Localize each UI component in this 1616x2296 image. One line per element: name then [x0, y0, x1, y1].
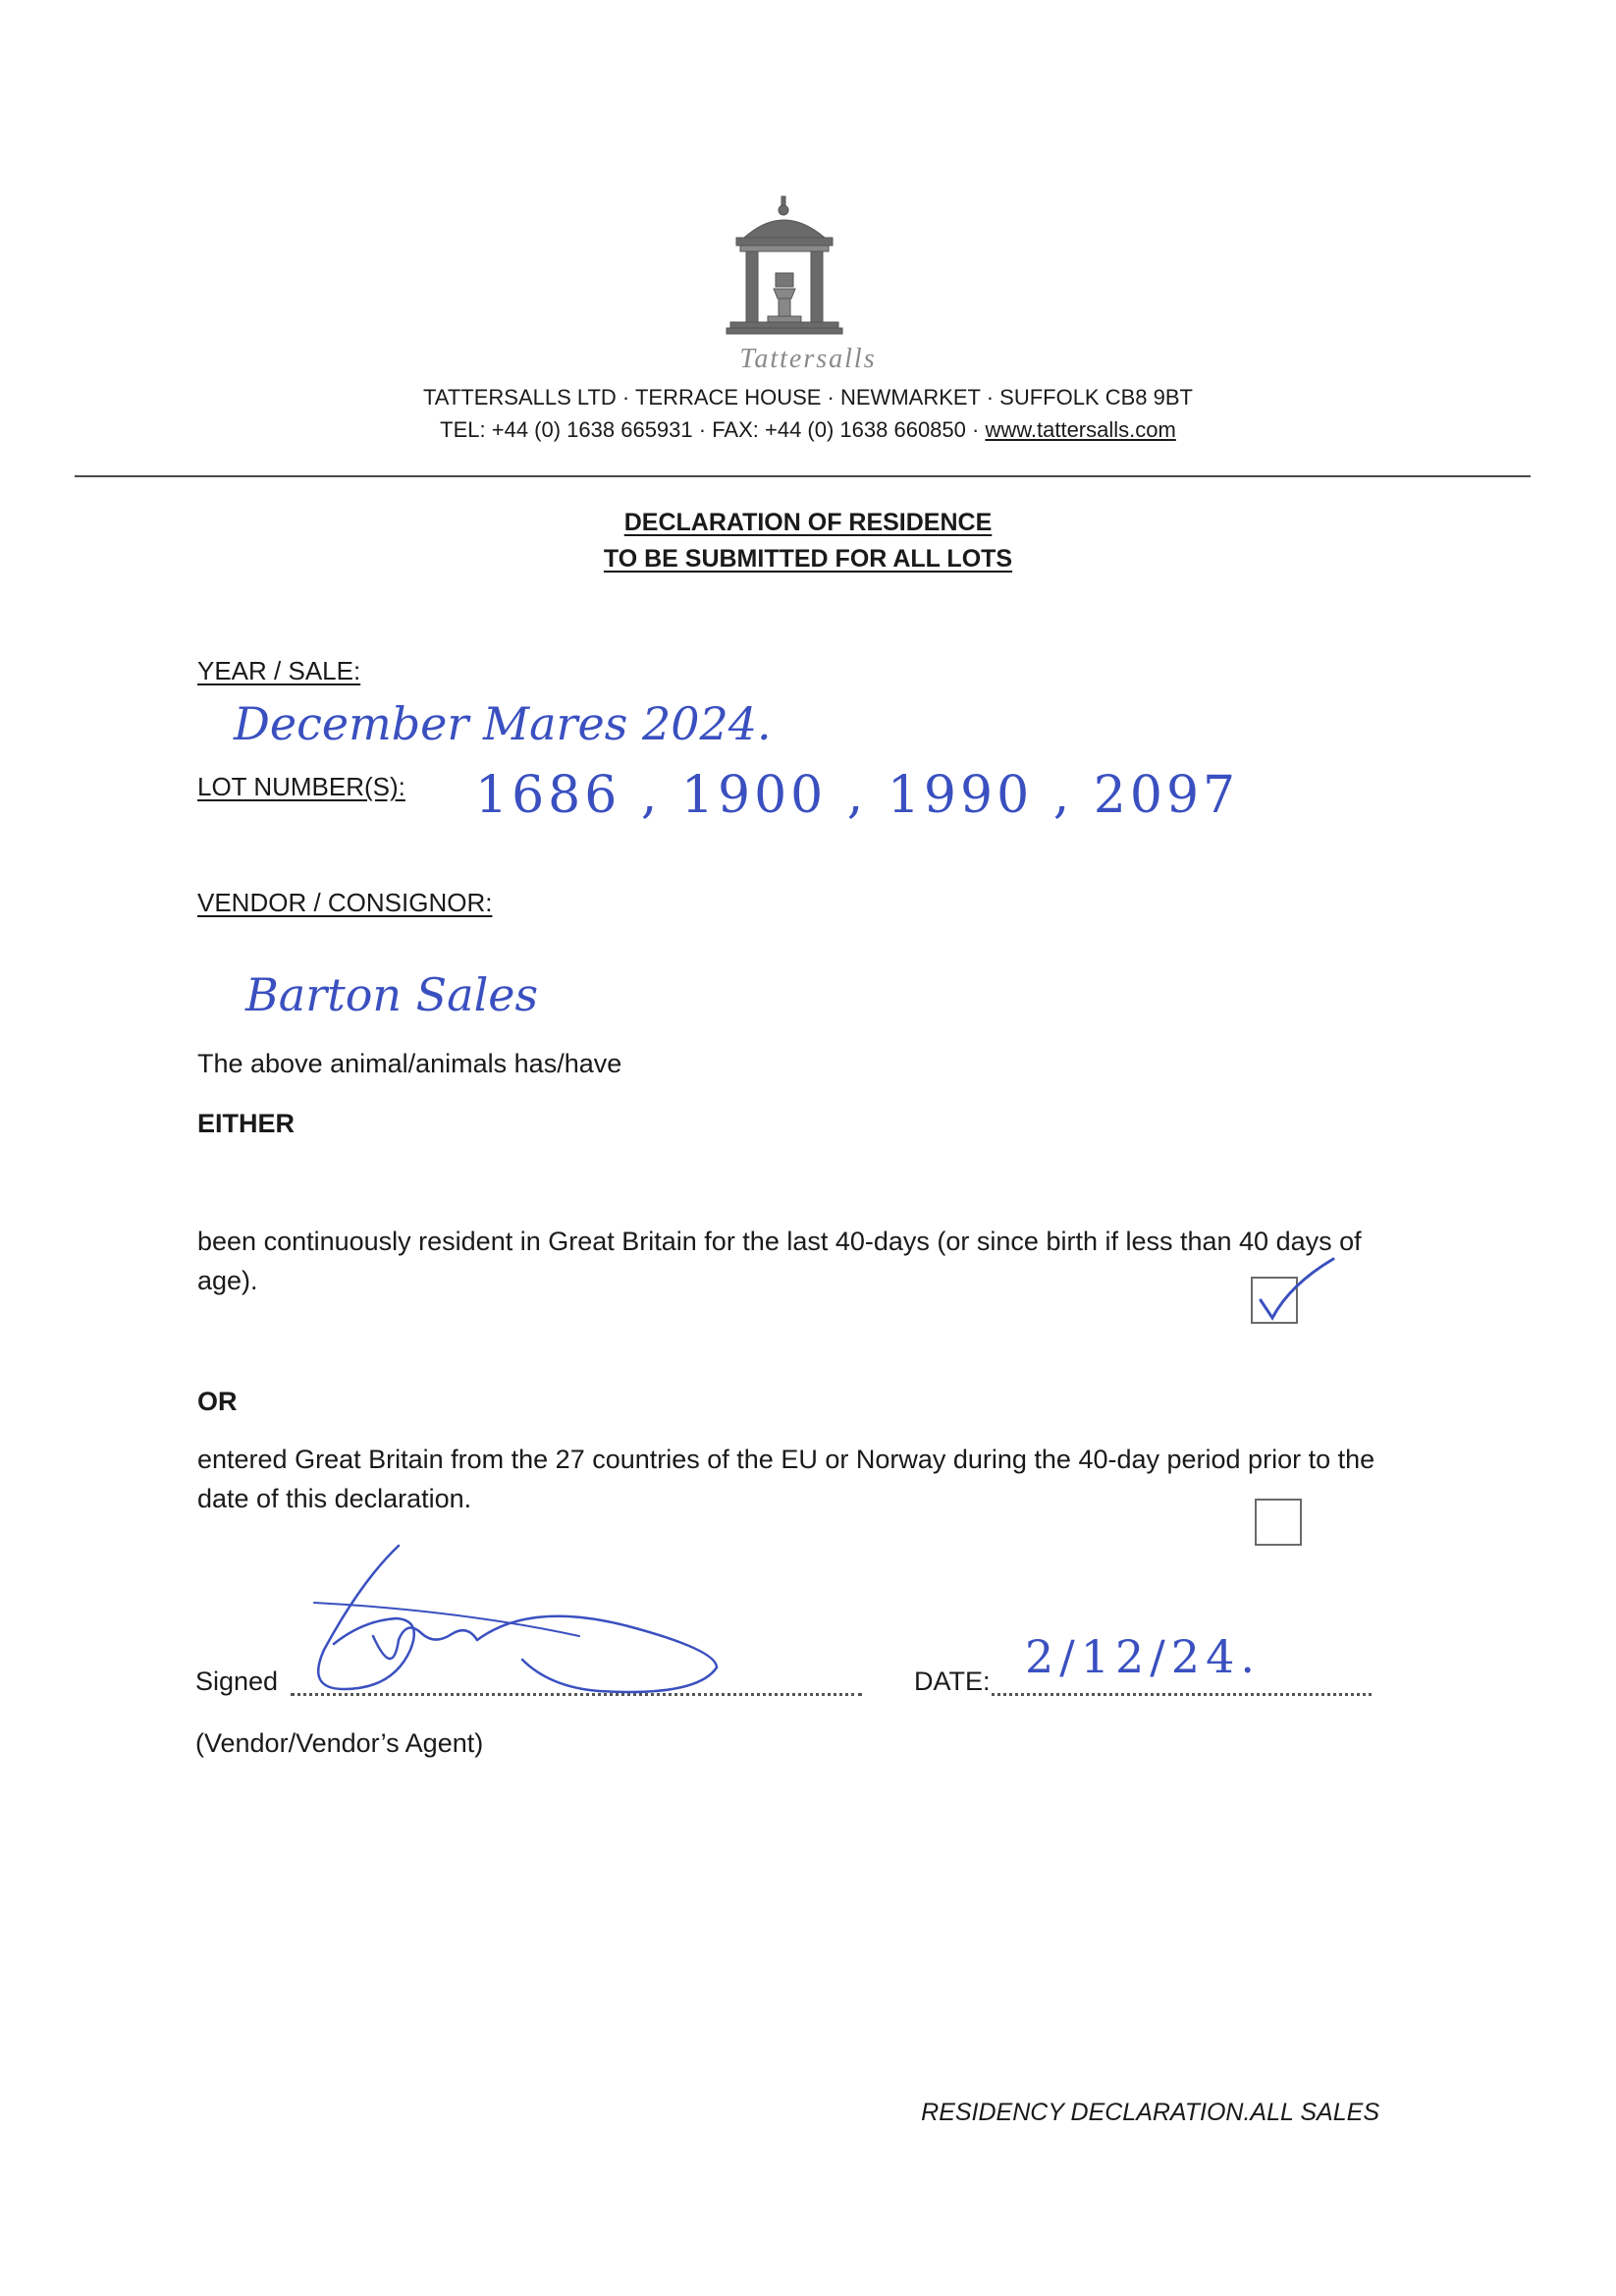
- signed-label: Signed: [195, 1667, 279, 1696]
- lot-numbers-label: LOT NUMBER(S):: [197, 772, 405, 801]
- or-heading: OR: [197, 1387, 238, 1416]
- check-mark-icon: [1251, 1255, 1339, 1326]
- form-title: DECLARATION OF RESIDENCE: [623, 509, 993, 536]
- vendor-value[interactable]: Barton Sales: [245, 968, 539, 1021]
- year-sale-label: YEAR / SALE:: [197, 656, 361, 685]
- vendor-label: VENDOR / CONSIGNOR:: [197, 888, 493, 917]
- header-divider: [75, 475, 1531, 477]
- option1-text: been continuously resident in Great Britain for the last 40-days (or since birth if less than 40 days of age).: [197, 1227, 1362, 1295]
- date-label: DATE:: [914, 1667, 991, 1696]
- date-value[interactable]: 2/12/24.: [1025, 1630, 1261, 1683]
- handwritten-signature: [304, 1542, 736, 1709]
- contact-phone-fax: TEL: +44 (0) 1638 665931 · FAX: +44 (0) 1638 660850 ·: [440, 417, 986, 442]
- website-link[interactable]: www.tattersalls.com: [985, 417, 1176, 442]
- tattersalls-logo-icon: [725, 194, 844, 340]
- option2-text: entered Great Britain from the 27 countries of the EU or Norway during the 40-day period prior to the date of this declaration.: [197, 1445, 1375, 1513]
- footer-reference: RESIDENCY DECLARATION.ALL SALES: [921, 2099, 1379, 2126]
- option1-checkbox[interactable]: [1251, 1277, 1298, 1324]
- company-contact: [0, 417, 1616, 443]
- intro-text: The above animal/animals has/have: [197, 1049, 622, 1078]
- option2-checkbox[interactable]: [1255, 1499, 1302, 1546]
- date-line[interactable]: [992, 1693, 1372, 1696]
- form-subtitle: TO BE SUBMITTED FOR ALL LOTS: [603, 545, 1013, 573]
- company-address: TATTERSALLS LTD · TERRACE HOUSE · NEWMARKET · SUFFOLK CB8 9BT: [423, 385, 1193, 410]
- brand-name: Tattersalls: [739, 344, 877, 374]
- year-sale-value[interactable]: December Mares 2024.: [234, 697, 772, 750]
- signer-role: (Vendor/Vendor’s Agent): [195, 1728, 484, 1758]
- either-heading: EITHER: [197, 1109, 296, 1138]
- lot-numbers-value[interactable]: 1686 , 1900 , 1990 , 2097: [475, 766, 1240, 825]
